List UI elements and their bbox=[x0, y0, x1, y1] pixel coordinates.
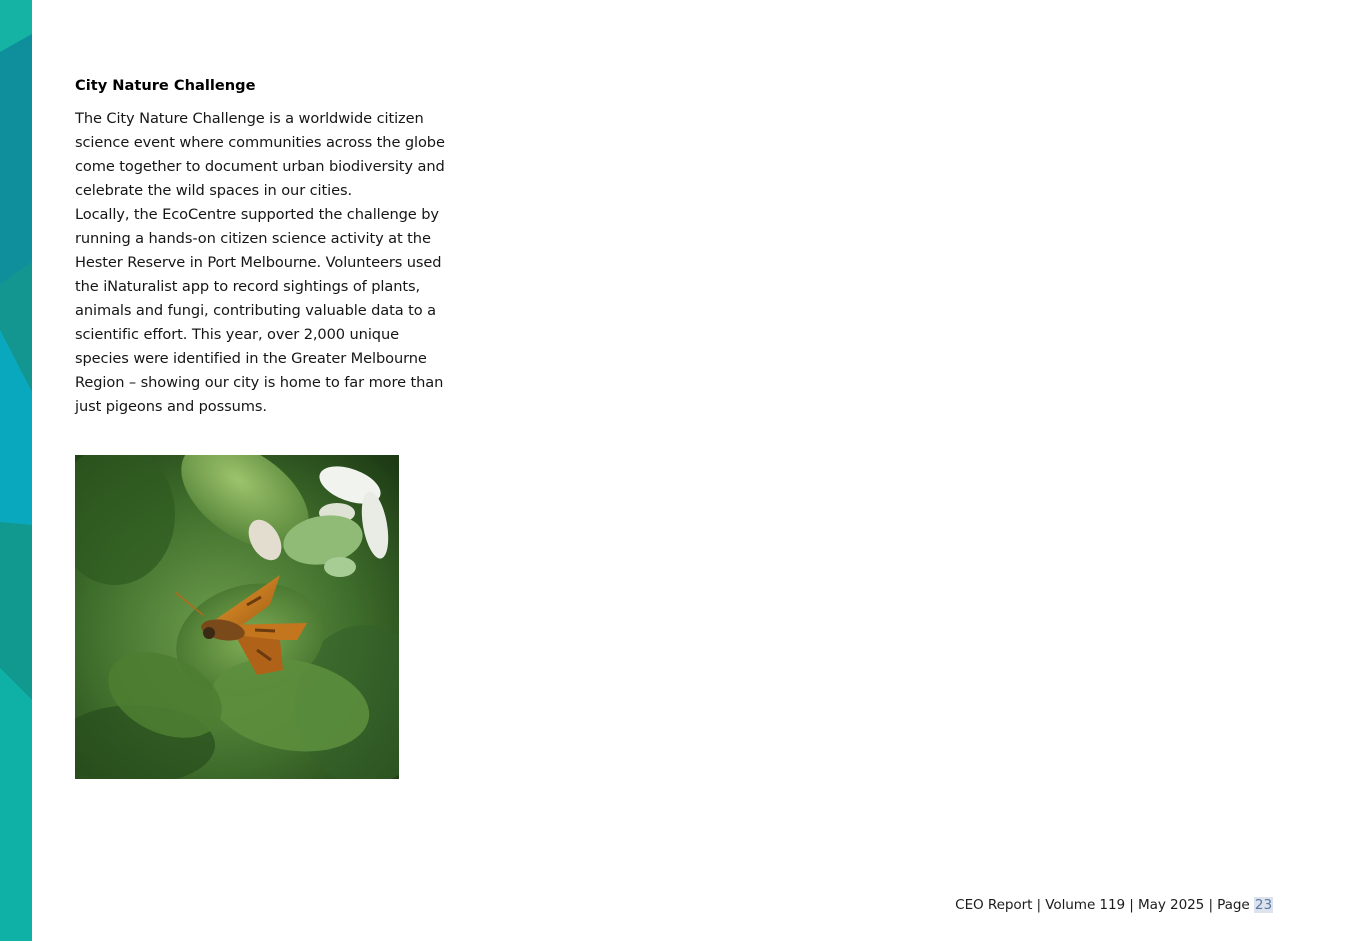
page-footer bbox=[955, 894, 1273, 916]
details-paragraph: Locally, the EcoCentre supported the challenge by running a hands-on citizen science activity at the Hester Reserve in Port Melbourne. Volunteers used the iNaturalist app to record sightings of plants, animals and fungi, contributing valuable data to a scientific effort. This year, over 2,000 unique species were identified in the Greater Melbourne Region – showing our city is home to far more than just pigeons and possums. bbox=[75, 206, 444, 415]
butterfly-photo bbox=[75, 455, 399, 779]
footer-text: CEO Report | Volume 119 | May 2025 | Page bbox=[955, 897, 1254, 913]
section-title: City Nature Challenge bbox=[75, 77, 256, 94]
article-section bbox=[75, 74, 455, 419]
decorative-side-band bbox=[0, 0, 32, 941]
page-number: 23 bbox=[1254, 897, 1272, 913]
intro-paragraph: The City Nature Challenge is a worldwide citizen science event where communities across the globe come together to document urban biodiversity and celebrate the wild spaces in our cities. bbox=[75, 110, 445, 199]
